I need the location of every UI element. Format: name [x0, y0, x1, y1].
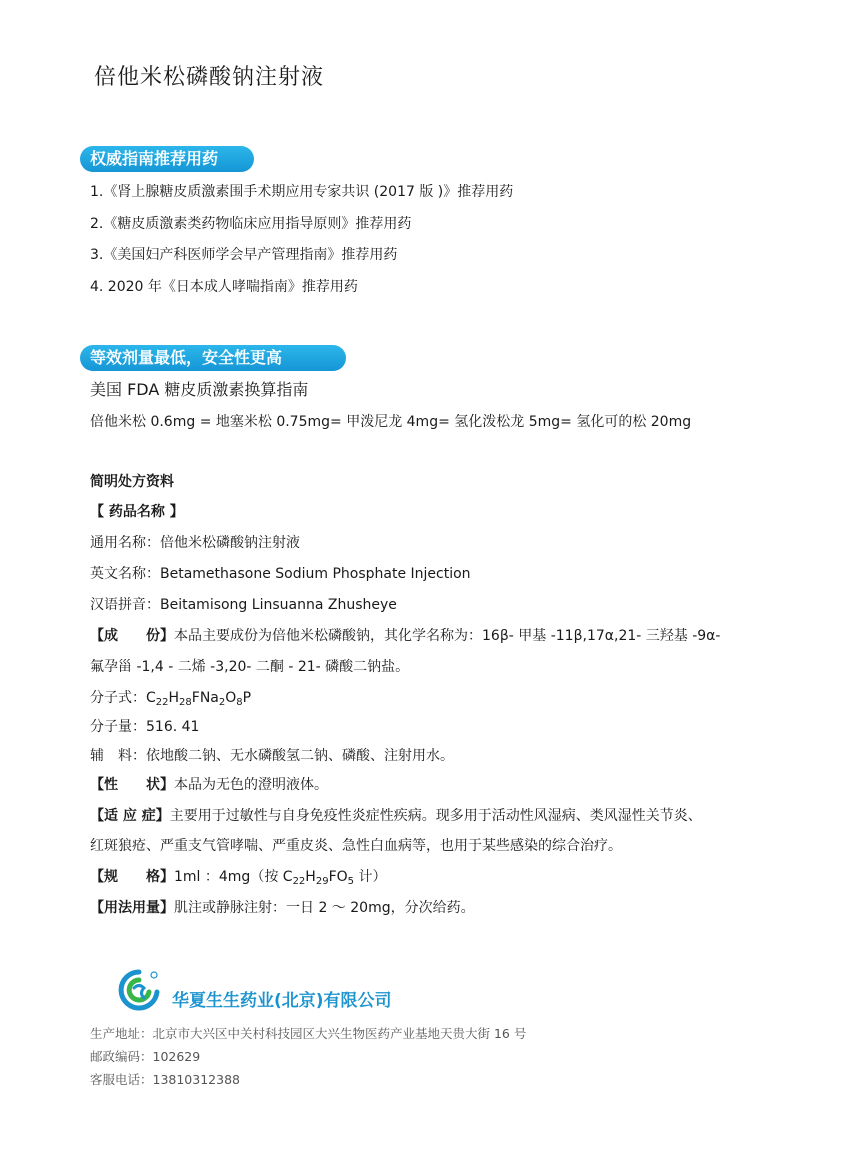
english-name: 英文名称：Betamethasone Sodium Phosphate Injection — [90, 566, 471, 582]
dosage-label: 【用法用量】 — [90, 900, 174, 916]
molecular-formula-row — [90, 687, 251, 708]
drug-name-label: 【 药品名称 】 — [90, 504, 184, 520]
company-address: 生产地址：北京市大兴区中关村科技园区大兴生物医药产业基地天贵大街 16 号 — [90, 1026, 527, 1041]
composition-text-cont: 氟孕甾 -1,4 - 二烯 -3,20- 二酮 - 21- 磷酸二钠盐。 — [90, 659, 410, 675]
specification-row — [90, 866, 386, 887]
guideline-item-2: 2.《糖皮质激素类药物临床应用指导原则》推荐用药 — [90, 216, 412, 232]
composition-label: 【成 份】 — [90, 628, 174, 644]
composition-row — [90, 625, 720, 645]
section-tag-dosage-equivalence: 等效剂量最低，安全性更高 — [80, 345, 346, 371]
appearance-text: 本品为无色的澄明液体。 — [174, 777, 328, 793]
appearance-label: 【性 状】 — [90, 777, 174, 793]
spec-prefix: 1ml ：4mg（按 — [174, 869, 283, 885]
appearance-row — [90, 774, 328, 794]
company-name: 华夏生生药业(北京)有限公司 — [172, 991, 392, 1011]
fda-conversion-heading: 美国 FDA 糖皮质激素换算指南 — [90, 380, 309, 399]
dosage-text: 肌注或静脉注射：一日 2 ～ 20mg，分次给药。 — [174, 900, 475, 916]
guideline-item-3: 3.《美国妇产科医师学会早产管理指南》推荐用药 — [90, 247, 398, 263]
spec-suffix: 计） — [354, 869, 387, 885]
dosage-row — [90, 897, 475, 917]
pinyin-name: 汉语拼音：Beitamisong Linsuanna Zhusheye — [90, 597, 397, 613]
company-logo-icon — [116, 968, 162, 1012]
company-hotline: 客服电话：13810312388 — [90, 1072, 240, 1087]
composition-text: 本品主要成份为倍他米松磷酸钠，其化学名称为：16β- 甲基 -11β,17α,21- 三羟基 -9α- — [174, 628, 721, 644]
guideline-item-4: 4. 2020 年《日本成人哮喘指南》推荐用药 — [90, 279, 358, 295]
spec-label: 【规 格】 — [90, 869, 174, 885]
molecular-formula: $C_{22}H_{28}FNa_2O_8P$ — [146, 690, 252, 708]
indications-row — [90, 805, 702, 825]
spec-formula: $C_{22}H_{29}FO_5$ — [282, 869, 355, 887]
indications-text-cont: 红斑狼疮、严重支气管哮喘、严重皮炎、急性白血病等，也用于某些感染的综合治疗。 — [90, 838, 622, 854]
generic-name: 通用名称：倍他米松磷酸钠注射液 — [90, 535, 300, 551]
molecular-weight: 分子量：516. 41 — [90, 719, 200, 735]
indications-label: 【适 应 症】 — [90, 808, 170, 824]
company-postcode: 邮政编码：102629 — [90, 1049, 201, 1064]
indications-text: 主要用于过敏性与自身免疫性炎症性疾病。现多用于活动性风湿病、类风湿性关节炎、 — [169, 808, 702, 824]
guideline-item-1: 1.《肾上腺糖皮质激素围手术期应用专家共识 (2017 版 )》推荐用药 — [90, 184, 514, 200]
section-tag-guidelines: 权威指南推荐用药 — [80, 146, 254, 172]
formula-label: 分子式： — [90, 690, 146, 706]
dose-equivalence-text: 倍他米松 0.6mg = 地塞米松 0.75mg= 甲泼尼龙 4mg= 氢化泼松龙 5mg= 氢化可的松 20mg — [90, 414, 692, 430]
prescribing-heading: 简明处方资料 — [90, 474, 174, 490]
page-title: 倍他米松磷酸钠注射液 — [94, 65, 325, 90]
excipients: 辅 料：依地酸二钠、无水磷酸氢二钠、磷酸、注射用水。 — [90, 748, 454, 764]
